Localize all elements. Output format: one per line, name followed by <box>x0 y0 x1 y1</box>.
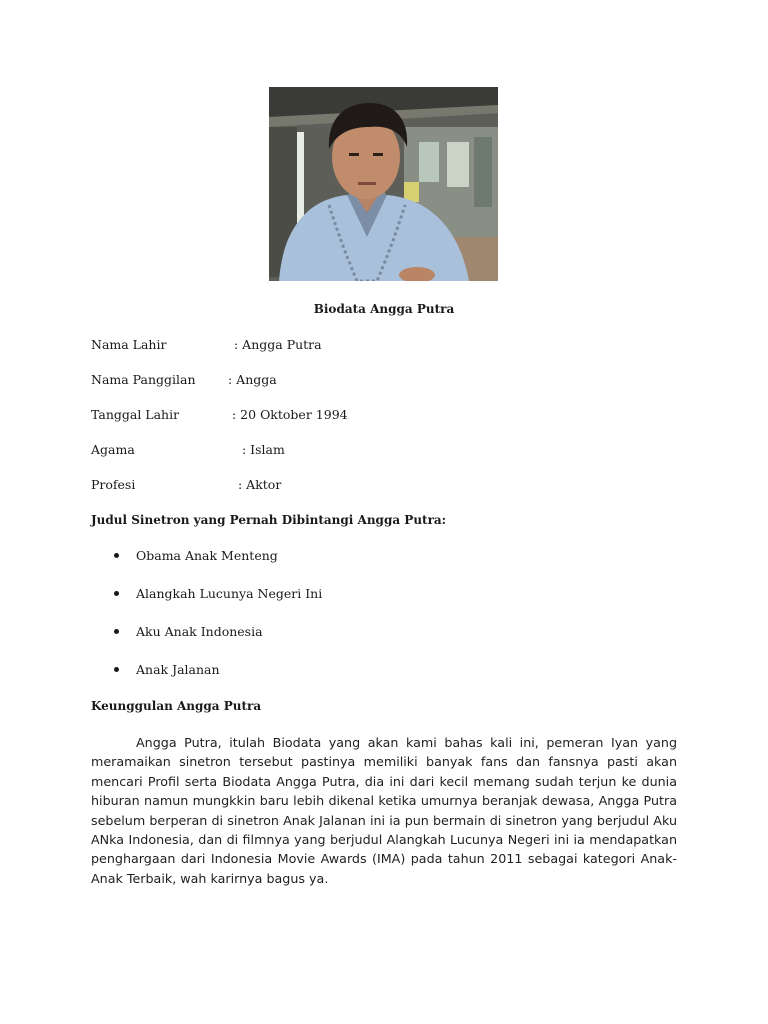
list-item-text: Alangkah Lucunya Negeri Ini <box>136 586 323 601</box>
bio-label: Nama Panggilan <box>91 372 196 387</box>
bullet-icon <box>114 629 119 634</box>
bio-value: : Islam <box>242 442 285 457</box>
bio-value: : Angga <box>228 372 277 387</box>
list-item-text: Obama Anak Menteng <box>136 548 278 563</box>
list-item-text: Anak Jalanan <box>136 662 220 677</box>
bullet-icon <box>114 667 119 672</box>
bio-label: Tanggal Lahir <box>91 407 180 422</box>
bio-value: : Aktor <box>238 477 282 492</box>
bio-value: : Angga Putra <box>234 337 322 352</box>
bullet-icon <box>114 553 119 558</box>
profile-photo <box>269 87 498 281</box>
body-paragraph: Angga Putra, itulah Biodata yang akan kami bahas kali ini, pemeran Iyan yang meramaikan sinetron tersebut pastinya memiliki banyak fans dan fansnya pasti akan mencari Profil serta Biodata Angga Putra, dia ini dari kecil memang sudah terjun ke dunia hiburan namun mungkkin baru lebih dikenal ketika umurnya beranjak dewasa, Angga Putra sebelum berperan di sinetron Anak Jalanan ini ia pun bermain di sinetron yang berjudul Aku ANka Indonesia, dan di filmnya yang berjudul Alangkah Lucunya Negeri ini ia mendapatkan penghargaan dari Indonesia Movie Awards (IMA) pada tahun 2011 sebagai kategori Anak-Anak Terbaik, wah karirnya bagus ya. <box>91 735 677 886</box>
bullet-icon <box>114 591 119 596</box>
document-title: Biodata Angga Putra <box>313 302 455 316</box>
list-item-text: Aku Anak Indonesia <box>136 624 263 639</box>
sinetron-heading: Judul Sinetron yang Pernah Dibintangi Angga Putra: <box>91 513 447 527</box>
bio-label: Nama Lahir <box>91 337 167 352</box>
bio-label: Agama <box>91 442 135 457</box>
keunggulan-heading: Keunggulan Angga Putra <box>91 699 262 713</box>
bio-value: : 20 Oktober 1994 <box>232 407 348 422</box>
bio-label: Profesi <box>91 477 136 492</box>
